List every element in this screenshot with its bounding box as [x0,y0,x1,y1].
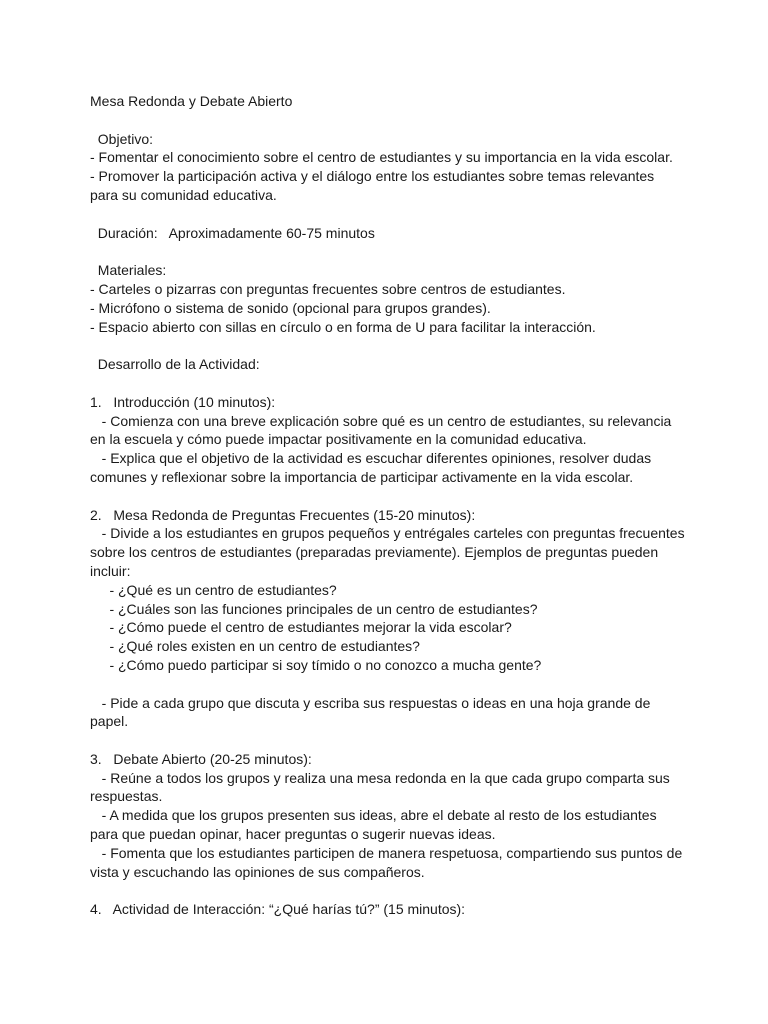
question-item: - ¿Qué es un centro de estudiantes? [90,581,337,598]
section1-line: - Comienza con una breve explicación sobre qué es un centro de estudiantes, su relevancia [90,412,672,429]
section4-heading: 4. Actividad de Interacción: “¿Qué harías tú?” (15 minutos): [90,901,466,918]
section2-closing: papel. [90,713,129,730]
spacer [90,111,708,130]
materiales-item: - Carteles o pizarras con preguntas frecuentes sobre centros de estudiantes. [90,280,566,297]
section3-line: - A medida que los grupos presenten sus ideas, abre el debate al resto de los estudiantes [90,807,657,824]
section3-line: para que puedan opinar, hacer preguntas o sugerir nuevas ideas. [90,826,496,843]
section3-line: - Fomenta que los estudiantes participen de manera respetuosa, compartiendo sus puntos de [90,844,683,861]
desarrollo-heading: Desarrollo de la Actividad: [90,356,260,373]
section2-closing: - Pide a cada grupo que discuta y escriba sus respuestas o ideas en una hoja grande de [90,694,651,711]
section1-line: - Explica que el objetivo de la actividad es escuchar diferentes opiniones, resolver dudas [90,450,652,467]
materiales-heading: Materiales: [90,262,167,279]
section3-line: respuestas. [90,788,163,805]
materiales-item: - Micrófono o sistema de sonido (opcional para grupos grandes). [90,299,491,316]
section3-line: vista y escuchando las opiniones de sus compañeros. [90,863,425,880]
section2-line: - Divide a los estudiantes en grupos pequeños y entrégales carteles con preguntas frecuentes [90,525,685,542]
question-item: - ¿Cómo puedo participar si soy tímido o no conozco a mucha gente? [90,656,542,673]
spacer [90,731,708,750]
document-title: Mesa Redonda y Debate Abierto [90,93,293,109]
section2-heading: 2. Mesa Redonda de Preguntas Frecuentes (15-20 minutos): [90,506,476,523]
spacer [90,205,708,224]
spacer [90,374,708,393]
question-item: - ¿Cómo puede el centro de estudiantes mejorar la vida escolar? [90,619,512,636]
spacer [90,336,708,355]
section3-line: - Reúne a todos los grupos y realiza una mesa redonda en la que cada grupo comparta sus [90,769,670,786]
section2-line: incluir: [90,562,131,579]
section2-line: sobre los centros de estudiantes (preparadas previamente). Ejemplos de preguntas pueden [90,544,659,561]
spacer [90,487,708,506]
section3-heading: 3. Debate Abierto (20-25 minutos): [90,750,312,767]
spacer [90,675,708,694]
section1-heading: 1. Introducción (10 minutos): [90,393,276,410]
objetivo-heading: Objetivo: [90,130,154,147]
duracion-line: Duración: Aproximadamente 60-75 minutos [90,224,375,241]
question-item: - ¿Cuáles son las funciones principales de un centro de estudiantes? [90,600,538,617]
spacer [90,242,708,261]
spacer [90,881,708,900]
materiales-item: - Espacio abierto con sillas en círculo o en forma de U para facilitar la interacción. [90,318,596,335]
objetivo-item: - Fomentar el conocimiento sobre el centro de estudiantes y su importancia en la vida escolar. [90,149,673,166]
question-item: - ¿Qué roles existen en un centro de estudiantes? [90,638,420,655]
objetivo-item: para su comunidad educativa. [90,186,277,203]
objetivo-item: - Promover la participación activa y el diálogo entre los estudiantes sobre temas relevantes [90,168,655,185]
section1-line: comunes y reflexionar sobre la importancia de participar activamente en la vida escolar. [90,468,634,485]
section1-line: en la escuela y cómo puede impactar positivamente en la comunidad educativa. [90,431,587,448]
